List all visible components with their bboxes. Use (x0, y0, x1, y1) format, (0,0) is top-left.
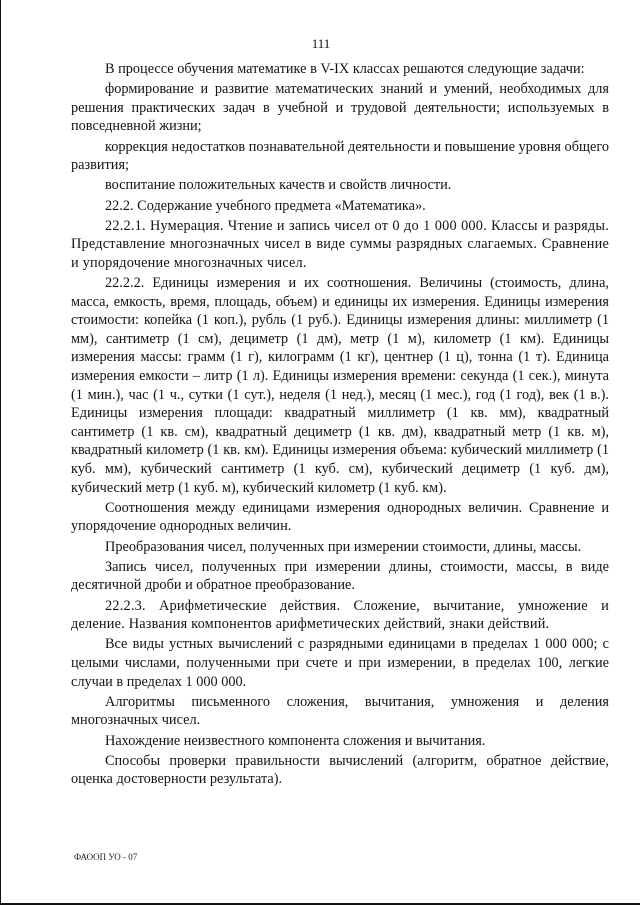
page-number: 111 (311, 36, 331, 51)
paragraph-22-2-1-numeration: 22.2.1. Нумерация. Чтение и запись чисел от 0 до 1 000 000. Классы и разряды. Представление многозначных чисел в виде суммы разрядных слагаемых. Сравнение и упорядочение многозначных чисел. (71, 217, 609, 271)
paragraph-written-algorithms: Алгоритмы письменного сложения, вычитания, умножения и деления многозначных чисел. (71, 693, 609, 729)
paragraph-decimal-notation: Запись чисел, полученных при измерении длины, стоимости, массы, в виде десятичной дроби и обратное преобразование. (71, 558, 609, 594)
paragraph-task-upbringing: воспитание положительных качеств и свойств личности. (105, 177, 452, 194)
paragraph-22-2-2-units: 22.2.2. Единицы измерения и их соотношения. Величины (стоимость, длина, масса, емкость, время, площадь, объем) и единицы их измерения. Единицы измерения стоимости: копейка (1 коп.), рубль (1 руб.). Единицы измерения длины: миллиметр (1 мм), сантиметр (1 см), дециметр (1 дм), метр (1 м), километр (1 км). Единицы измерения массы: грамм (1 г), килограмм (1 кг), центнер (1 ц), тонна (1 т). Единица измерения емкости – литр (1 л). Единицы измерения времени: секунда (1 сек.), минута (1 мин.), час (1 ч., сутки (1 сут.), неделя (1 нед.), месяц (1 мес.), год (1 год), век (1 в.). Единицы измерения площади: квадратный миллиметр (1 кв. мм), квадратный сантиметр (1 кв. см), квадратный дециметр (1 кв. дм), квадратный метр (1 кв. м), квадратный километр (1 кв. км). Единицы измерения объема: кубический миллиметр (1 куб. мм), кубический сантиметр (1 куб. см), кубический дециметр (1 куб. дм), кубический метр (1 куб. м), кубический километр (1 куб. км). (71, 275, 609, 496)
section-heading-22-2: 22.2. Содержание учебного предмета «Математика». (105, 197, 426, 214)
paragraph-number-conversions: Преобразования чисел, полученных при измерении стоимости, длины, массы. (105, 538, 582, 555)
paragraph-unknown-component: Нахождение неизвестного компонента сложения и вычитания. (105, 732, 486, 749)
paragraph-task-correction: коррекция недостатков познавательной деятельности и повышение уровня общего развития; (71, 138, 609, 174)
paragraph-task-formation: формирование и развитие математических знаний и умений, необходимых для решения практических задач в учебной и трудовой деятельности; используемых в повседневной жизни; (71, 81, 609, 135)
paragraph-intro: В процессе обучения математике в V-IX классах решаются следующие задачи: (105, 61, 585, 77)
paragraph-22-2-3-operations: 22.2.3. Арифметические действия. Сложение, вычитание, умножение и деление. Названия компонентов арифметических действий, знаки действий. (71, 597, 609, 633)
paragraph-verification-methods: Способы проверки правильности вычислений (алгоритм, обратное действие, оценка достоверности результата). (71, 752, 609, 788)
paragraph-oral-calculations: Все виды устных вычислений с разрядными единицами в пределах 1 000 000; с целыми числами, полученными при счете и при измерении, в пределах 100, легкие случаи в пределах 1 000 000. (71, 636, 609, 690)
paragraph-units-relations: Соотношения между единицами измерения однородных величин. Сравнение и упорядочение однородных величин. (71, 499, 609, 535)
document-footer: ФАООП УО - 07 (74, 852, 138, 862)
body-text (71, 60, 609, 790)
